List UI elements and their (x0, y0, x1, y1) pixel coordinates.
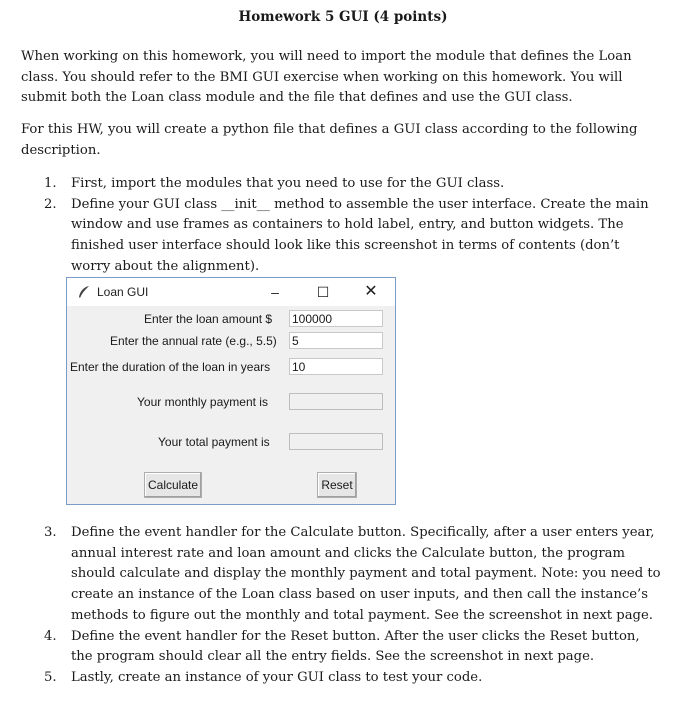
total-payment-field (289, 433, 383, 450)
page-title: Homework 5 GUI (4 points) (238, 9, 448, 25)
monthly-payment-field (289, 393, 383, 410)
list-item (0, 523, 661, 627)
steps-list-top (0, 174, 686, 278)
loan-amount-label: Enter the loan amount $ (144, 312, 273, 326)
step-text: Lastly, create an instance of your GUI class to test your code. (71, 669, 483, 685)
step-number: 2. (44, 196, 57, 212)
step-number: 5. (44, 669, 57, 685)
monthly-payment-label: Your monthly payment is (137, 395, 268, 409)
step-text: First, import the modules that you need to use for the GUI class. (71, 176, 505, 191)
step-text: Define the event handler for the Reset button. After the user clicks the Reset button, the program should clear all the entry fields. See the screenshot in next page. (71, 628, 640, 665)
annual-rate-label: Enter the annual rate (e.g., 5.5) (110, 334, 277, 348)
loan-gui-window (66, 277, 396, 505)
maximize-button[interactable]: ☐ (316, 284, 330, 300)
description-paragraph: For this HW, you will create a python file that defines a GUI class according to the following description. (21, 122, 638, 158)
list-item (0, 174, 661, 195)
minimize-button[interactable]: – (271, 284, 279, 300)
reset-button[interactable]: Reset (317, 472, 357, 498)
total-payment-label: Your total payment is (158, 435, 270, 449)
step-text: Define the event handler for the Calculate button. Specifically, after a user enters year, annual interest rate and loan amount and clicks the Calculate button, the program should calculate and display the monthly payment and total payment. Note: you need to create an instance of the Loan class based on user inputs, and then call the instance’s methods to figure out the monthly and total payment. See the screenshot in next page. (71, 525, 661, 623)
intro-paragraph: When working on this homework, you will need to import the module that defines the Loan class. You should refer to the BMI GUI exercise when working on this homework. You will submit both the Loan class module and the file that defines and use the GUI class. (21, 49, 632, 105)
duration-input[interactable]: 10 (289, 358, 383, 375)
loan-amount-input[interactable]: 100000 (289, 310, 383, 327)
list-item (0, 195, 661, 278)
window-title: Loan GUI (97, 285, 149, 299)
annual-rate-input[interactable]: 5 (289, 332, 383, 349)
window-titlebar[interactable] (67, 278, 395, 306)
steps-list-bottom (0, 523, 686, 689)
feather-icon (77, 285, 91, 299)
close-button[interactable]: ✕ (364, 283, 378, 300)
step-number: 4. (44, 628, 57, 644)
calculate-button[interactable]: Calculate (144, 472, 202, 498)
list-item (0, 627, 661, 668)
duration-label: Enter the duration of the loan in years (70, 360, 271, 374)
step-number: 3. (44, 525, 57, 540)
list-item (0, 668, 661, 689)
step-number: 1. (44, 176, 57, 191)
step-text: Define your GUI class __init__ method to assemble the user interface. Create the main window and use frames as containers to hold label, entry, and button widgets. The finished user interface should look like this screenshot in terms of contents (don’t worry about the alignment). (71, 196, 649, 274)
